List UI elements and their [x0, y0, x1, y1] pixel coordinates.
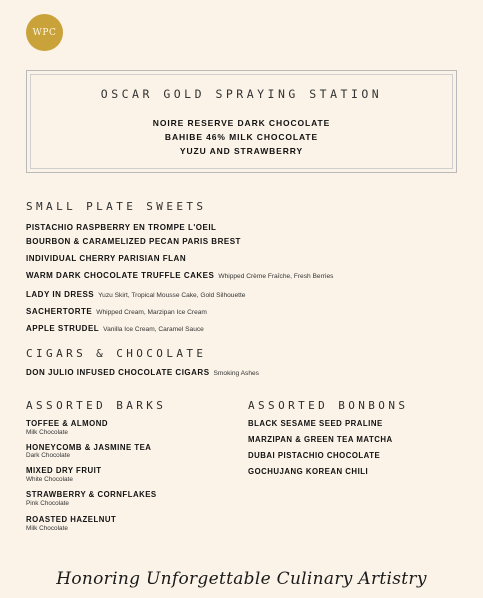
item-name: WARM DARK CHOCOLATE TRUFFLE CAKES — [26, 271, 215, 280]
item-name: APPLE STRUDEL — [26, 324, 100, 333]
item-name: LADY IN DRESS — [26, 290, 95, 299]
bark-chocolate: Milk Chocolate — [26, 525, 68, 532]
wpc-logo — [26, 14, 63, 51]
spraying-station-box — [26, 70, 457, 173]
item-description: Whipped Cream, Marzipan Ice Cream — [96, 309, 207, 316]
item-name: INDIVIDUAL CHERRY PARISIAN FLAN — [26, 254, 187, 263]
bark-name: ROASTED HAZELNUT — [26, 515, 117, 524]
cigars-title: CIGARS & CHOCOLATE — [26, 347, 207, 360]
bark-chocolate: Milk Chocolate — [26, 429, 68, 436]
tagline: Honoring Unforgettable Culinary Artistry — [56, 569, 427, 589]
item-name: SACHERTORTE — [26, 307, 93, 316]
bonbon-name: BLACK SESAME SEED PRALINE — [248, 419, 383, 428]
item-description: Smoking Ashes — [213, 370, 259, 377]
bark-name: STRAWBERRY & CORNFLAKES — [26, 490, 157, 499]
item-description: Vanilla Ice Cream, Caramel Sauce — [103, 326, 204, 333]
station-item: YUZU AND STRAWBERRY — [179, 146, 304, 156]
bonbon-name: MARZIPAN & GREEN TEA MATCHA — [248, 435, 393, 444]
station-item: NOIRE RESERVE DARK CHOCOLATE — [152, 118, 331, 128]
bark-chocolate: White Chocolate — [26, 476, 73, 483]
bonbon-name: GOCHUJANG KOREAN CHILI — [248, 467, 369, 476]
menu-item — [26, 290, 245, 301]
spraying-station-title: OSCAR GOLD SPRAYING STATION — [100, 87, 383, 101]
menu-item — [26, 271, 333, 282]
bark-name: HONEYCOMB & JASMINE TEA — [26, 443, 152, 452]
bark-name: MIXED DRY FRUIT — [26, 466, 102, 475]
menu-item — [26, 368, 259, 379]
small-plate-title: SMALL PLATE SWEETS — [26, 200, 207, 213]
menu-item — [26, 307, 207, 318]
bark-name: TOFFEE & ALMOND — [26, 419, 109, 428]
bonbons-title: ASSORTED BONBONS — [248, 399, 409, 412]
station-item: BAHIBE 46% MILK CHOCOLATE — [164, 132, 319, 142]
item-description: Whipped Crème Fraîche, Fresh Berries — [218, 273, 334, 280]
item-name: DON JULIO INFUSED CHOCOLATE CIGARS — [26, 368, 210, 377]
menu-item — [26, 324, 204, 335]
item-name: BOURBON & CARAMELIZED PECAN PARIS BREST — [26, 237, 241, 246]
item-name: PISTACHIO RASPBERRY EN TROMPE L'OEIL — [26, 223, 217, 232]
bonbon-name: DUBAI PISTACHIO CHOCOLATE — [248, 451, 381, 460]
menu-item — [26, 254, 186, 264]
barks-title: ASSORTED BARKS — [26, 399, 167, 412]
bark-chocolate: Pink Chocolate — [26, 500, 69, 507]
menu-item — [26, 237, 241, 247]
bark-chocolate: Dark Chocolate — [26, 452, 71, 459]
item-description: Yuzu Skirt, Tropical Mousse Cake, Gold Silhouette — [98, 292, 246, 299]
menu-item — [26, 223, 216, 233]
logo-text: WPC — [32, 27, 57, 38]
